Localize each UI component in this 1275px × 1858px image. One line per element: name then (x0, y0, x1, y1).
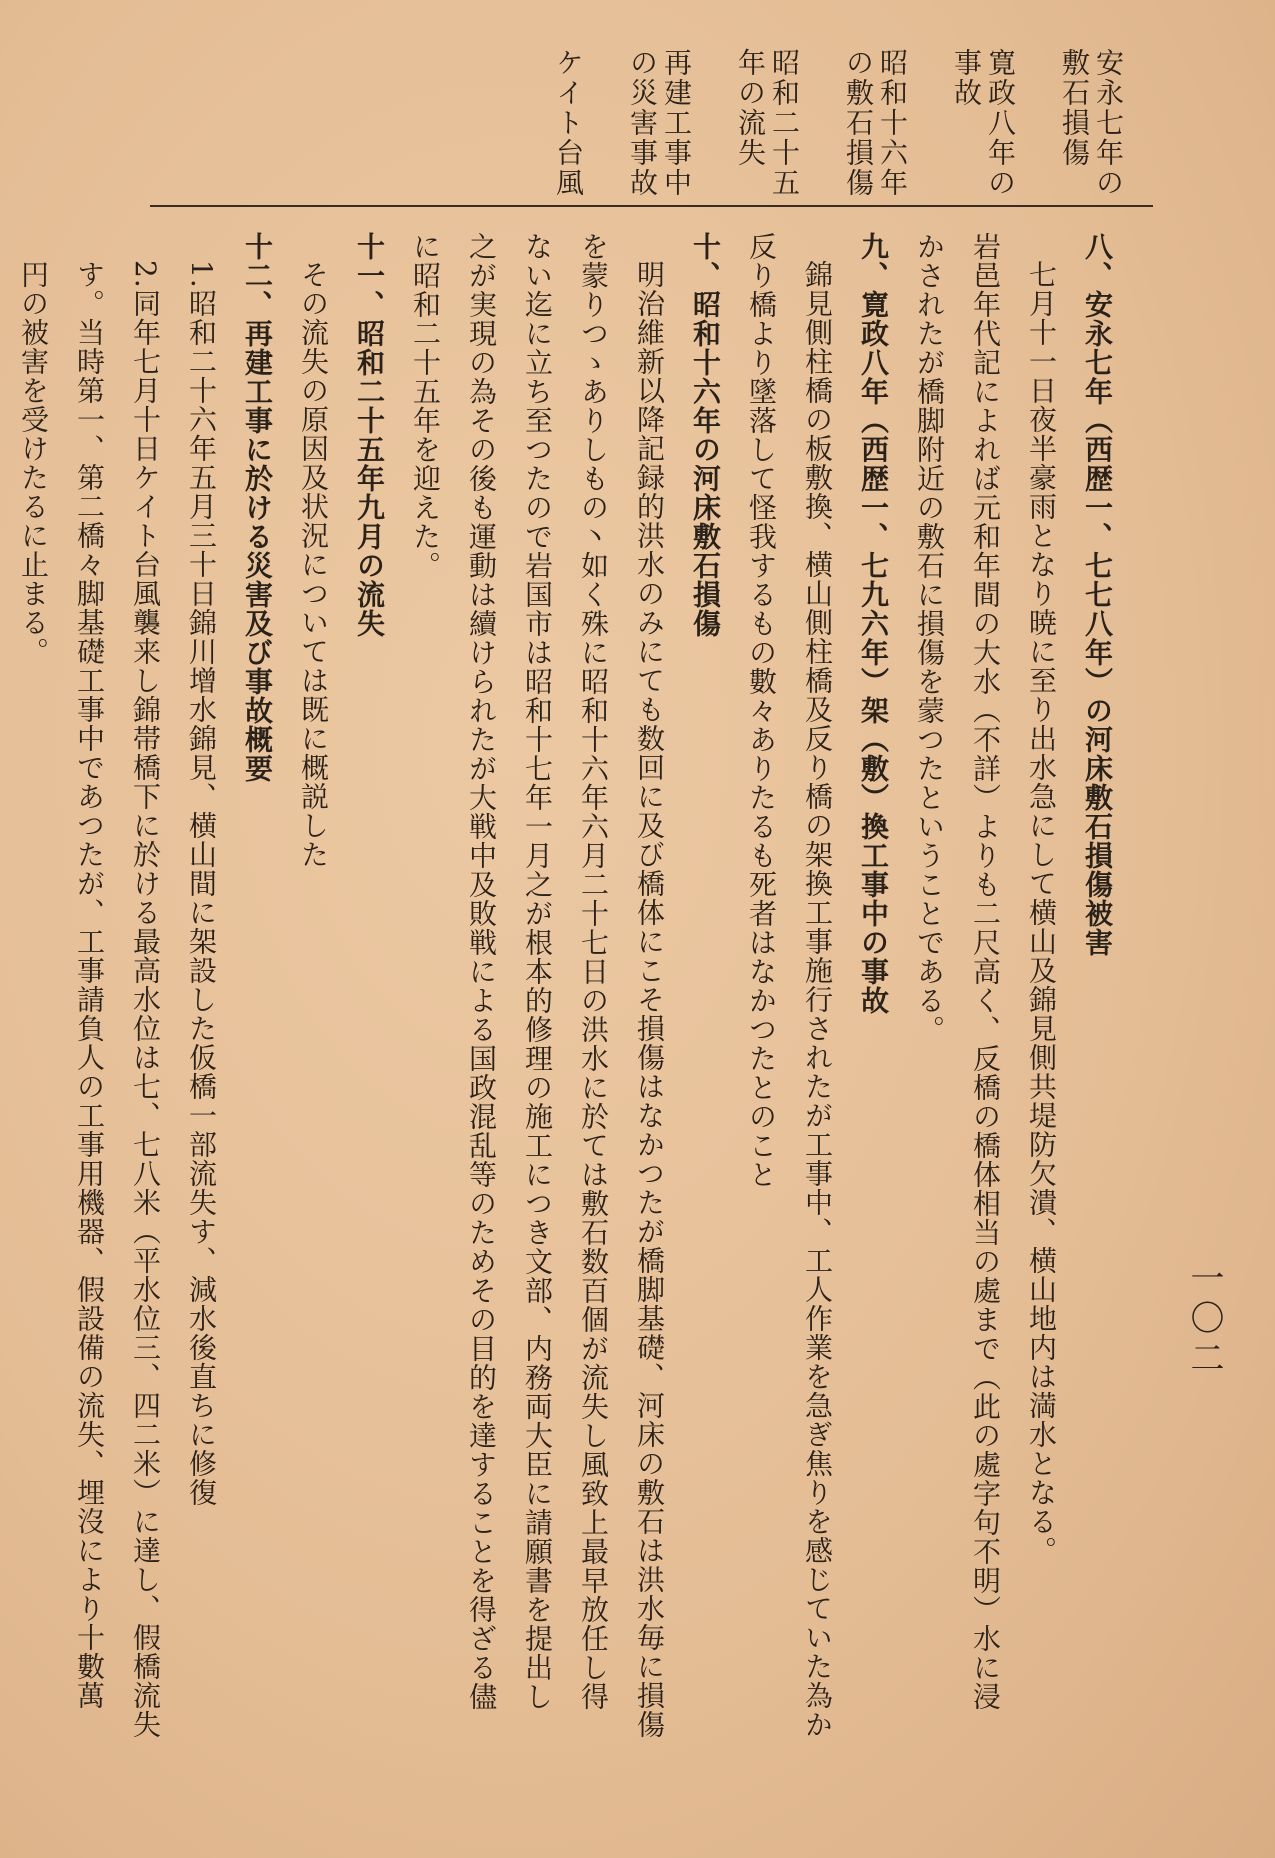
body-line: 七月十一日夜半豪雨となり暁に至り出水急にして横山及錦見側共堤防欠潰、横山地内は満水となる。 (1025, 260, 1058, 1565)
header-rule (150, 205, 1153, 207)
section-heading: 十二、再建工事に於ける災害及び事故概要 (241, 232, 274, 783)
body-line: 錦見側柱橋の板敷換、横山側柱橋及反り橋の架換工事施行されたが工事中、工人作業を急ぎ焦りを感じていた為か (801, 260, 834, 1739)
margin-heading: ケイト台風 (552, 48, 585, 198)
body-line: 之が実現の為その後も運動は續けられたが大戦中及敗戦による国政混乱等のためその目的を達することを得ざる儘 (465, 232, 498, 1711)
margin-heading: 昭和二十五年の流失 (734, 48, 801, 198)
margin-heading: 昭和十六年の敷石損傷 (842, 48, 909, 198)
section-heading: 八、安永七年（西歴一、七七八年）の河床敷石損傷被害 (1081, 232, 1114, 957)
margin-heading: 再建工事中の災害事故 (626, 48, 693, 198)
body-line: ない迄に立ち至つたので岩国市は昭和十七年一月之が根本的修理の施工につき文部、内務両大臣に請願書を提出し (521, 232, 554, 1711)
margin-heading: 安永七年の敷石損傷 (1058, 48, 1125, 198)
body-line: を蒙りつゝありしもの丶如く殊に昭和十六年六月二十七日の洪水に於ては敷石数百個が流失し風致上最早放任し得 (577, 232, 610, 1711)
section-heading: 十一、昭和二十五年九月の流失 (353, 232, 386, 638)
body-line: かされたが橋脚附近の敷石に損傷を蒙つたということである。 (913, 232, 946, 1044)
body-line: 1.昭和二十六年五月三十日錦川增水錦見、横山間に架設した仮橋一部流失す、減水後直ちに修復 (185, 260, 218, 1507)
body-line: その流失の原因及状況については既に概説した (297, 260, 330, 869)
body-line: 円の被害を受けたるに止まる。 (17, 260, 50, 666)
page-number: 一〇二 (1184, 1260, 1224, 1380)
section-heading: 十、昭和十六年の河床敷石損傷 (689, 232, 722, 638)
body-line: に昭和二十五年を迎えた。 (409, 232, 442, 580)
body-line: 2.同年七月十日ケイト台風襲来し錦帯橋下に於ける最高水位は七、七八米（平水位三、四二米）に達し、假橋流失 (129, 260, 162, 1739)
margin-headings (125, 48, 1125, 198)
body-line: 岩邑年代記によれば元和年間の大水（不詳）よりも二尺高く、反橋の橋体相当の處まで（此の處字句不明）水に浸 (969, 232, 1002, 1711)
section-heading: 九、寛政八年（西歴一、七九六年）架（敷）換工事中の事故 (857, 232, 890, 1015)
body-line: 反り橋より墜落して怪我するもの數々ありたるも死者はなかつたとのこと (745, 232, 778, 1189)
body-line: 明治維新以降記録的洪水のみにても数回に及び橋体にこそ損傷はなかつたが橋脚基礎、河床の敷石は洪水毎に損傷 (633, 260, 666, 1739)
margin-heading: 寛政八年の事故 (950, 48, 1017, 198)
body-line (0, 232, 5, 1852)
body-line: す。当時第一、第二橋々脚基礎工事中であつたが、工事請負人の工事用機器、假設備の流失、埋沒により十數萬 (73, 260, 106, 1710)
body-text (17, 232, 1125, 1852)
